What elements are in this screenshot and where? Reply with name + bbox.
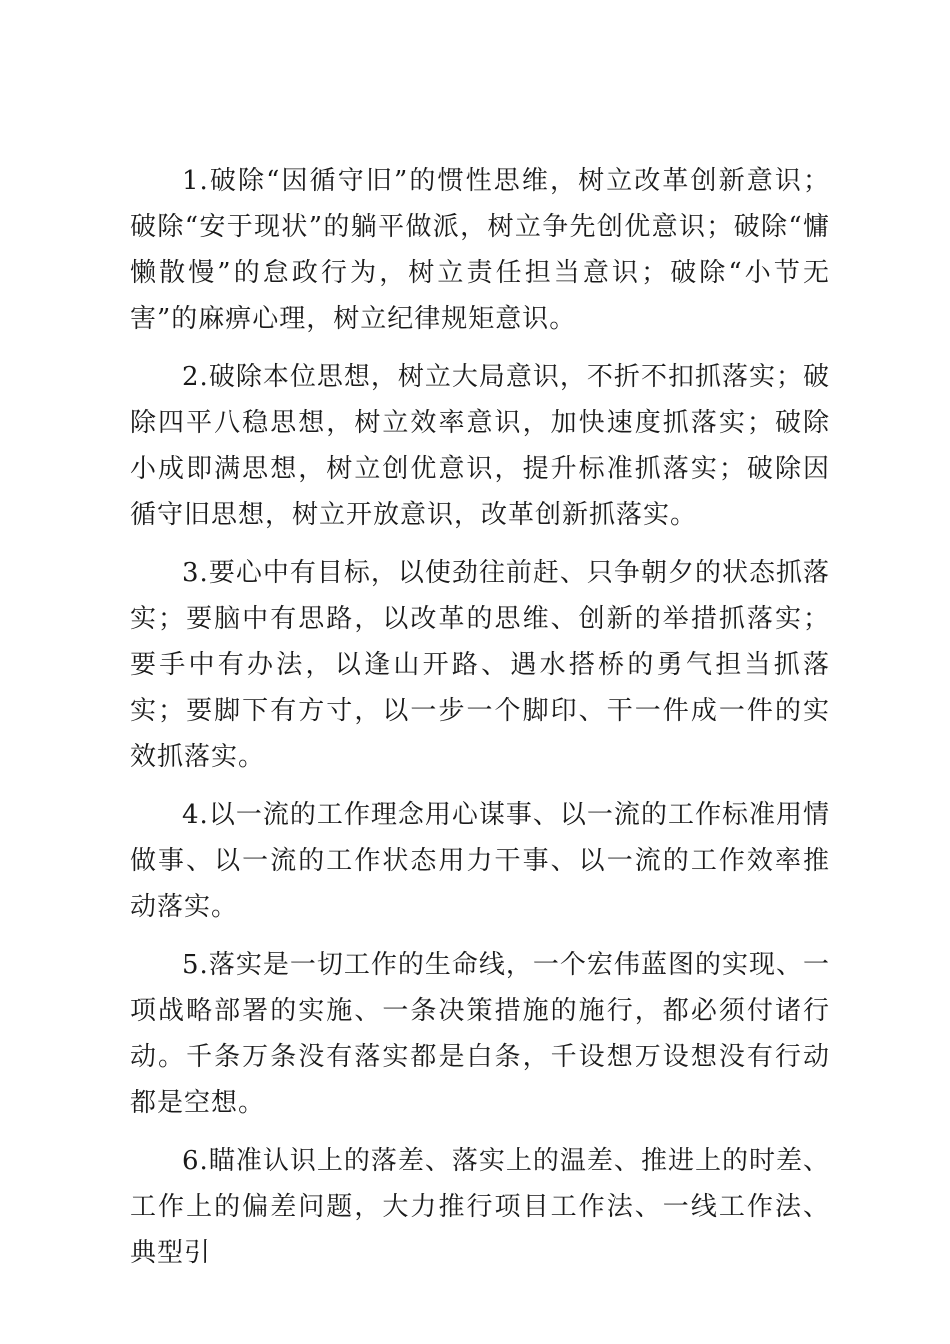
paragraph-6: 6.瞄准认识上的落差、落实上的温差、推进上的时差、工作上的偏差问题，大力推行项目工作法、一线工作法、典型引: [130, 1146, 830, 1268]
paragraph-1: 1.破除“因循守旧”的惯性思维，树立改革创新意识；破除“安于现状”的躺平做派，树立争先创优意识；破除“慵懒散慢”的怠政行为，树立责任担当意识；破除“小节无害”的麻痹心理，树立纪律规矩意识。: [130, 166, 830, 334]
paragraph-4: 4.以一流的工作理念用心谋事、以一流的工作标准用情做事、以一流的工作状态用力干事、以一流的工作效率推动落实。: [130, 800, 830, 922]
document-body: [130, 158, 830, 1288]
paragraph-3: 3.要心中有目标，以使劲往前赶、只争朝夕的状态抓落实；要脑中有思路，以改革的思维、创新的举措抓落实；要手中有办法，以逢山开路、遇水搭桥的勇气担当抓落实；要脚下有方寸，以一步一个脚印、干一件成一件的实效抓落实。: [130, 558, 830, 772]
paragraph-2: 2.破除本位思想，树立大局意识，不折不扣抓落实；破除四平八稳思想，树立效率意识，加快速度抓落实；破除小成即满思想，树立创优意识，提升标准抓落实；破除因循守旧思想，树立开放意识，改革创新抓落实。: [130, 362, 830, 530]
paragraph-5: 5.落实是一切工作的生命线，一个宏伟蓝图的实现、一项战略部署的实施、一条决策措施的施行，都必须付诸行动。千条万条没有落实都是白条，千设想万设想没有行动都是空想。: [130, 950, 830, 1118]
